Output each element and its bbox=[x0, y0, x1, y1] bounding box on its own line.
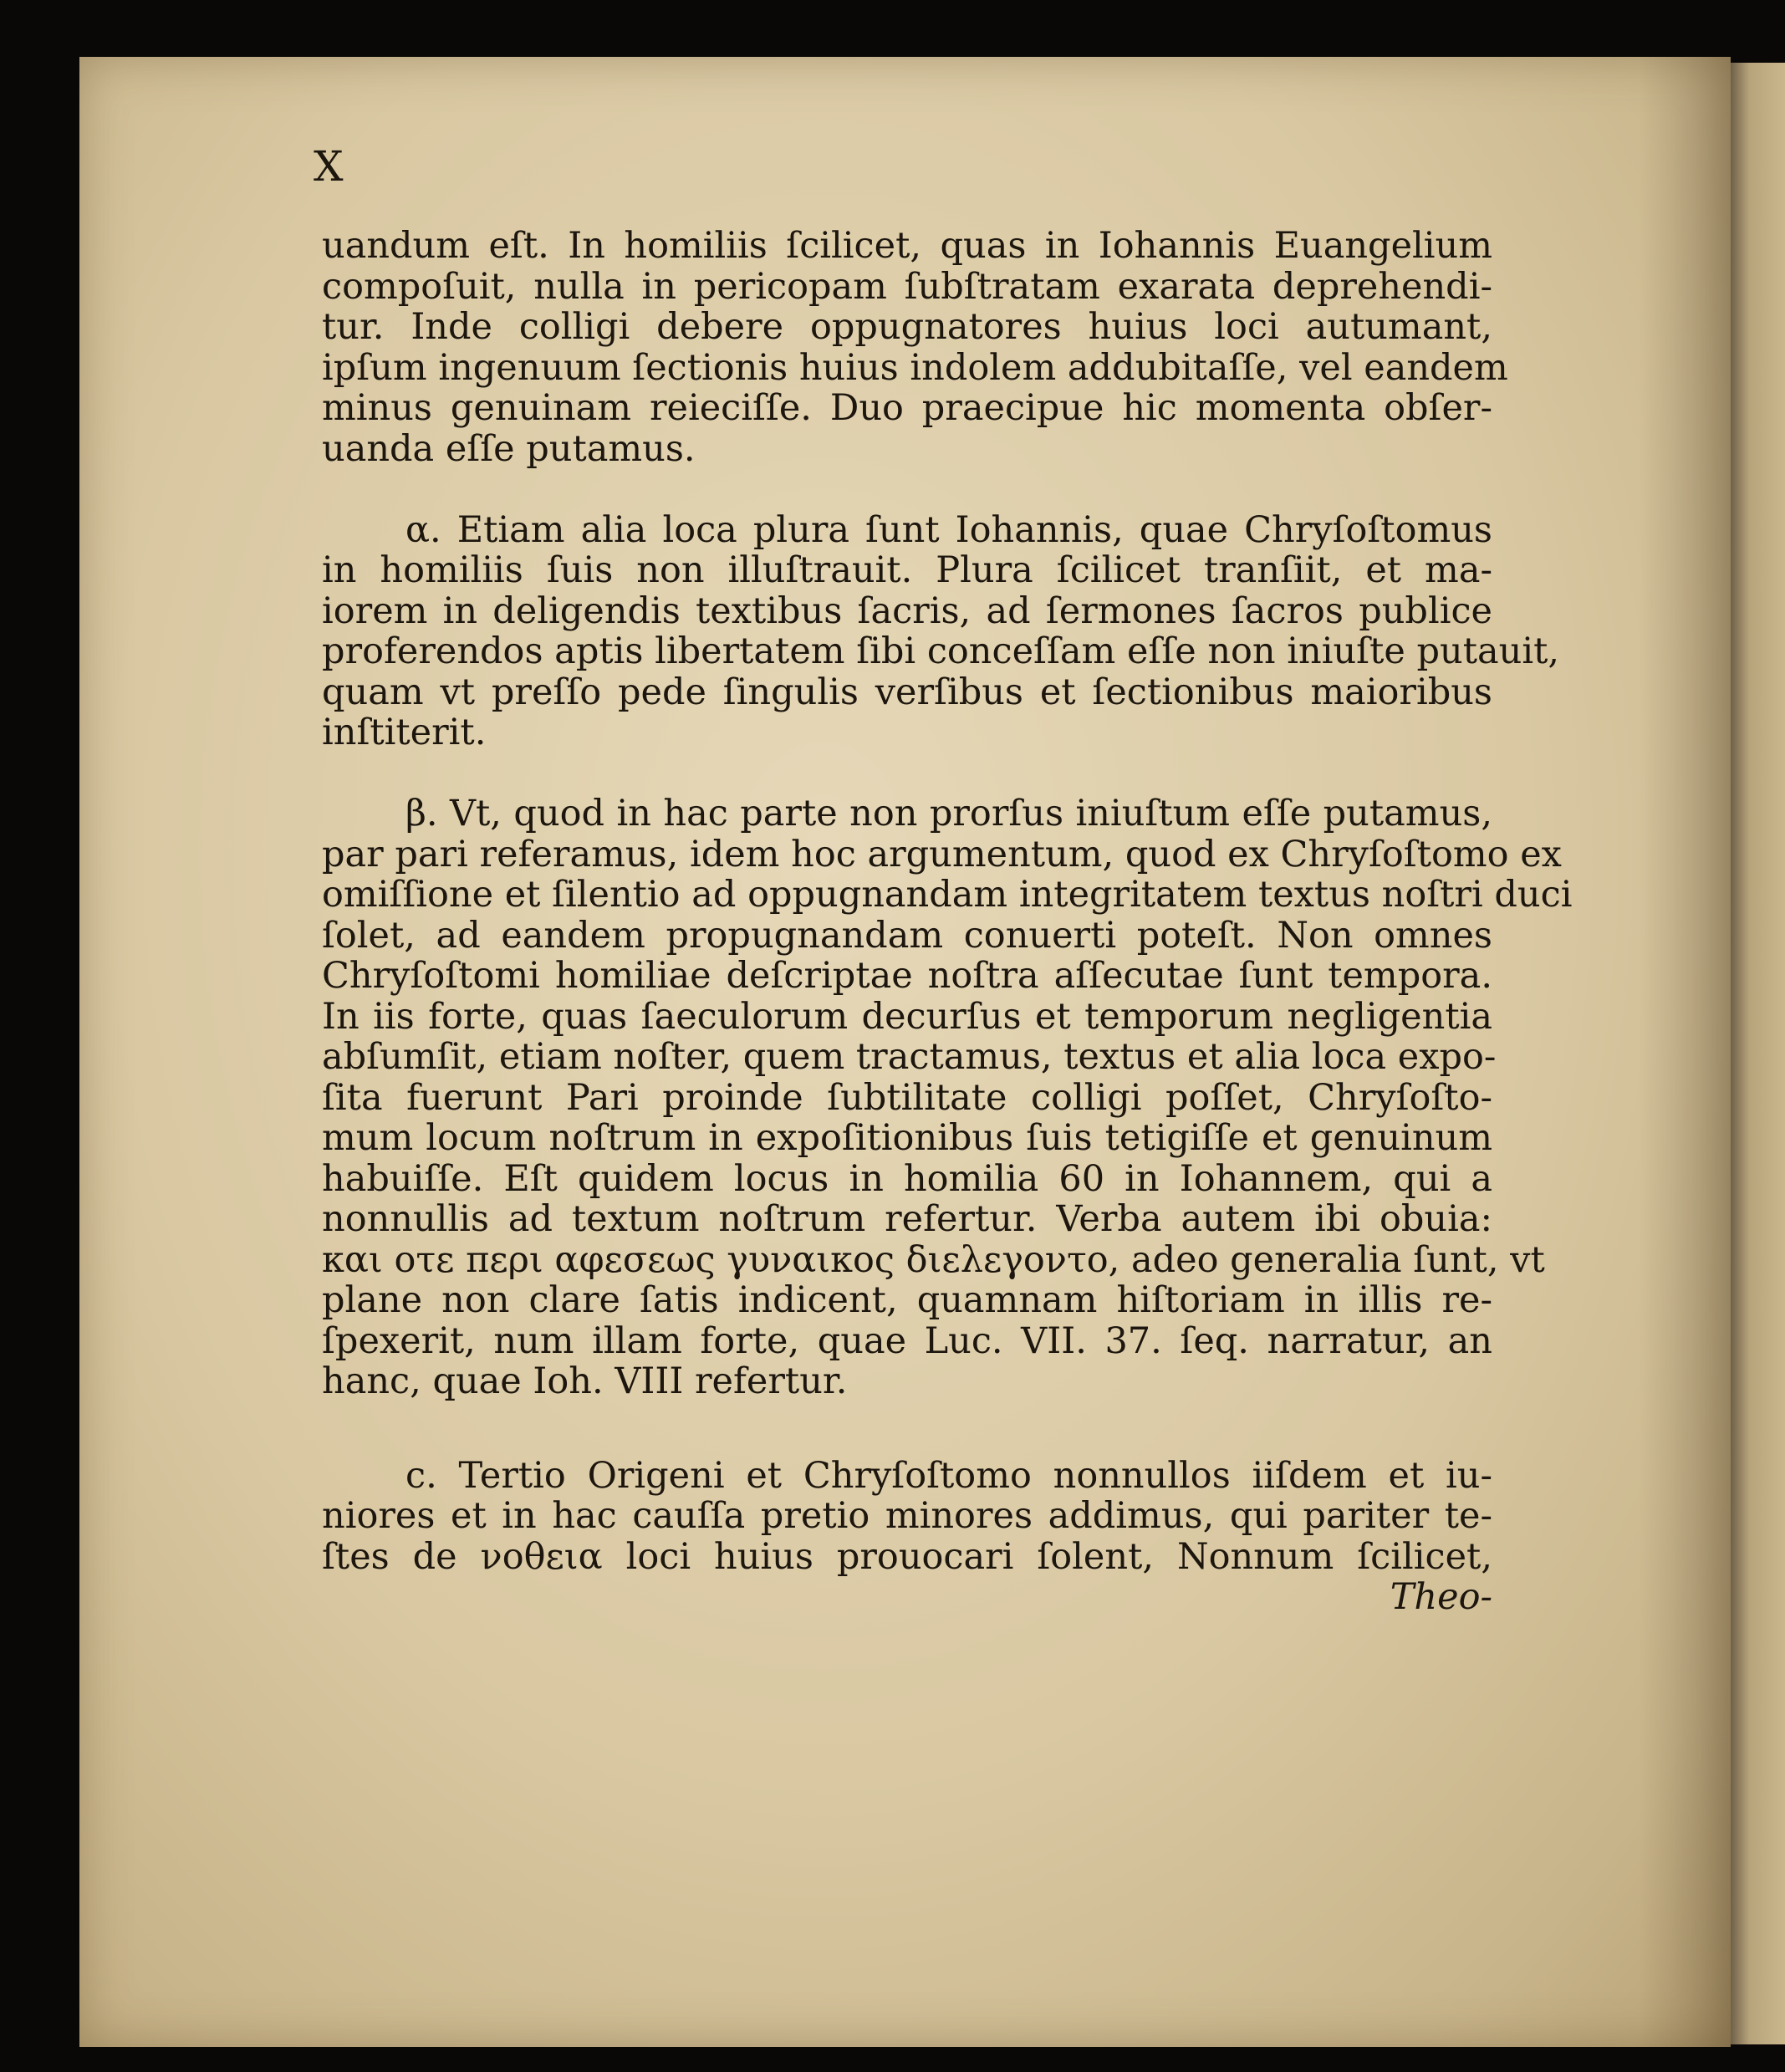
text-line: ſpexerit, num illam forte, quae Luc. VII. 37. ſeq. narratur, an bbox=[322, 1319, 1492, 1362]
text-line: ſolet, ad eandem propugnandam conuerti poteſt. Non omnes bbox=[322, 914, 1492, 957]
paragraph-gap bbox=[322, 469, 1492, 510]
text-line: par pari referamus, idem hoc argumentum, quod ex Chryſoſtomo ex bbox=[322, 833, 1562, 875]
text-line: proferendos aptis libertatem ſibi conceſſam eſſe non iniuſte putauit, bbox=[322, 630, 1560, 672]
text-line: Chryſoſtomi homiliae deſcriptae noſtra aſſecutae ſunt tempora. bbox=[322, 955, 1492, 997]
page-body-text bbox=[322, 225, 1573, 1618]
text-line: ipſum ingenuum ſectionis huius indolem addubitaſſe, vel eandem bbox=[322, 346, 1508, 389]
gutter-shadow bbox=[1639, 57, 1731, 2047]
text-line: β. Vt, quod in hac parte non prorſus iniuſtum eſſe putamus, bbox=[405, 793, 1492, 834]
text-line: habuiſſe. Eſt quidem locus in homilia 60 in Iohannem, qui a bbox=[322, 1157, 1492, 1200]
adjacent-page-edge bbox=[1731, 63, 1785, 2044]
text-line: quam vt preſſo pede ſingulis verſibus et ſectionibus maioribus bbox=[322, 671, 1492, 713]
text-line: c. Tertio Origeni et Chryſoſtomo nonnullos iiſdem et iu- bbox=[405, 1454, 1492, 1497]
text-line: hanc, quae Ioh. VIII refertur. bbox=[322, 1360, 848, 1402]
text-line: inſtiterit. bbox=[322, 712, 487, 753]
text-line: mum locum noſtrum in expoſitionibus ſuis tetigiſſe et genuinum bbox=[322, 1117, 1492, 1159]
text-line: compoſuit, nulla in pericopam ſubſtratam exarata deprehendi- bbox=[322, 265, 1492, 308]
paragraph-gap bbox=[322, 1402, 1492, 1456]
text-line: tur. Inde colligi debere oppugnatores huius loci autumant, bbox=[322, 306, 1492, 348]
text-line: iorem in deligendis textibus ſacris, ad ſermones ſacros publice bbox=[322, 589, 1492, 632]
text-line: plane non clare ſatis indicent, quamnam hiſtoriam in illis re- bbox=[322, 1279, 1492, 1321]
text-line: nonnullis ad textum noſtrum refertur. Verba autem ibi obuia: bbox=[322, 1198, 1492, 1240]
text-line: in homiliis ſuis non illuſtrauit. Plura ſcilicet tranſiit, et ma- bbox=[322, 549, 1492, 591]
text-line: In iis forte, quas ſaeculorum decurſus et temporum negligentia bbox=[322, 995, 1492, 1038]
catchword: Theo- bbox=[1390, 1576, 1492, 1618]
text-line: και οτε περι αφεσεως γυναικος διελεγοντο, adeo generalia ſunt, vt bbox=[322, 1238, 1545, 1281]
text-line: uandum eſt. In homiliis ſcilicet, quas in Iohannis Euangelium bbox=[322, 225, 1492, 267]
text-line: omiſſione et ſilentio ad oppugnandam integritatem textus noſtri duci bbox=[322, 874, 1573, 916]
text-line: ſtes de νοθεια loci huius prouocari ſolent, Nonnum ſcilicet, bbox=[322, 1535, 1492, 1578]
text-line: abſumſit, etiam noſter, quem tractamus, textus et alia loca expo- bbox=[322, 1036, 1497, 1078]
paragraph-gap bbox=[322, 753, 1492, 794]
text-line: ſita fuerunt Pari proinde ſubtilitate colligi poſſet, Chryſoſto- bbox=[322, 1076, 1492, 1119]
text-line: niores et in hac cauſſa pretio minores addimus, qui pariter te- bbox=[322, 1495, 1492, 1537]
text-line: minus genuinam reieciſſe. Duo praecipue hic momenta obſer- bbox=[322, 387, 1492, 429]
page-signature-mark: X bbox=[314, 142, 344, 191]
text-line: α. Etiam alia loca plura ſunt Iohannis, quae Chryſoſtomus bbox=[405, 508, 1492, 551]
text-line: uanda eſſe putamus. bbox=[322, 427, 696, 470]
